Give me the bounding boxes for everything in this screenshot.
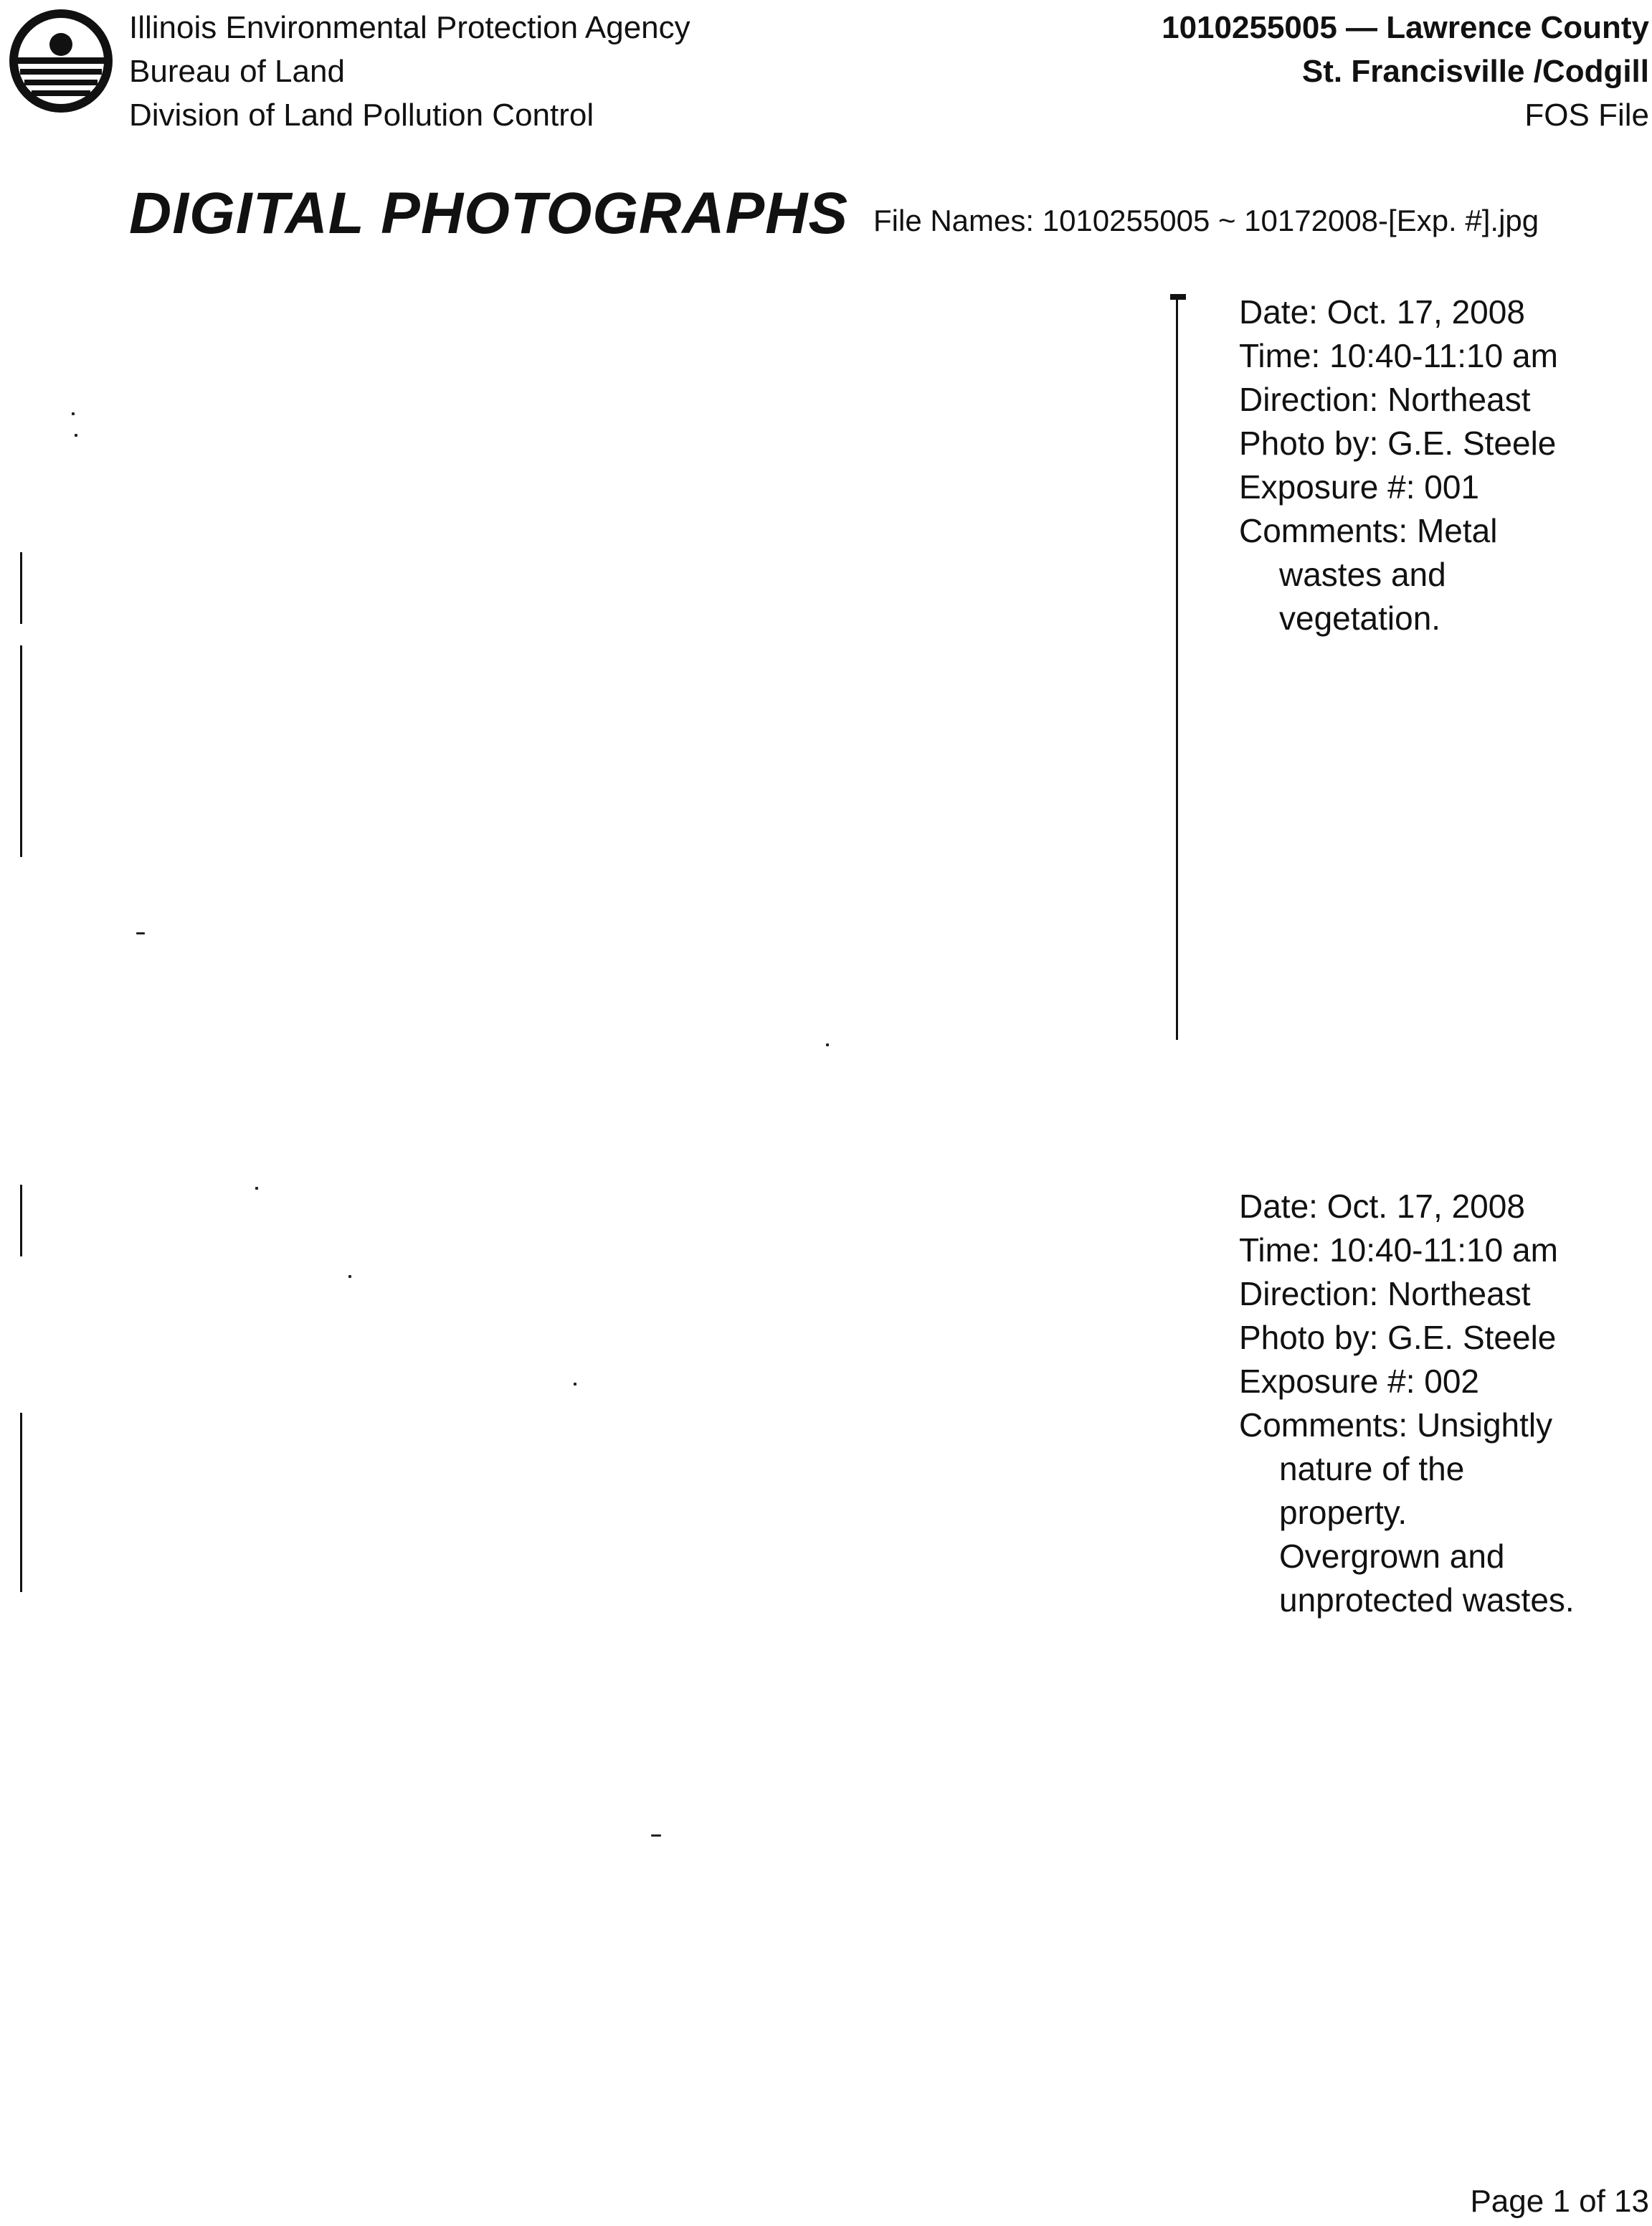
scan-speck — [255, 1187, 258, 1190]
photo-2-photographer: Photo by: G.E. Steele — [1239, 1319, 1557, 1356]
division-name: Division of Land Pollution Control — [129, 98, 594, 133]
photo-2-comments: Comments: Unsightly — [1239, 1406, 1553, 1444]
photo-1-time: Time: 10:40-11:10 am — [1239, 337, 1558, 374]
photo-2-caption — [1239, 1185, 1575, 1622]
photo-1-left-edge-upper — [20, 552, 22, 624]
agency-name: Illinois Environmental Protection Agency — [129, 10, 690, 45]
scan-speck — [651, 1834, 661, 1837]
scan-speck — [75, 434, 77, 437]
scan-speck — [826, 1043, 829, 1046]
photo-2 — [14, 1162, 1183, 1922]
photo-2-exposure: Exposure #: 002 — [1239, 1363, 1480, 1400]
site-id-county: 1010255005 — Lawrence County — [1162, 10, 1649, 45]
photo-1-photographer: Photo by: G.E. Steele — [1239, 425, 1557, 462]
photo-1-direction: Direction: Northeast — [1239, 381, 1531, 418]
agency-block — [129, 6, 690, 137]
file-names: File Names: 1010255005 ~ 10172008-[Exp. #].jpg — [873, 204, 1539, 237]
photo-2-left-edge-lower — [20, 1413, 22, 1592]
photo-2-comments-line: Overgrown and — [1279, 1538, 1505, 1575]
bureau-name: Bureau of Land — [129, 54, 345, 89]
photo-2-comments-line: nature of the — [1279, 1450, 1465, 1487]
photo-2-left-edge-upper — [20, 1185, 22, 1256]
scan-speck — [136, 932, 145, 934]
photo-1-comments: Comments: Metal — [1239, 512, 1498, 549]
photo-2-comments-line: property. — [1279, 1494, 1407, 1531]
photo-1-right-edge — [1176, 294, 1178, 1040]
site-block — [1162, 6, 1649, 137]
illinois-epa-logo-icon — [7, 7, 115, 115]
document-title: DIGITAL PHOTOGRAPHS — [129, 181, 849, 246]
photo-1-comments-line: wastes and — [1279, 556, 1446, 593]
file-type: FOS File — [1524, 98, 1649, 133]
photo-2-date: Date: Oct. 17, 2008 — [1239, 1188, 1525, 1225]
site-location: St. Francisville /Codgill — [1301, 54, 1649, 89]
scan-speck — [574, 1383, 576, 1386]
scan-speck — [348, 1275, 351, 1278]
photo-2-direction: Direction: Northeast — [1239, 1275, 1531, 1312]
scan-speck — [72, 412, 75, 415]
photo-1-corner-mark — [1170, 294, 1186, 300]
page-number: Page 1 of 13 — [1470, 2184, 1649, 2219]
photo-2-time: Time: 10:40-11:10 am — [1239, 1231, 1558, 1269]
photo-1-left-edge-lower — [20, 645, 22, 857]
photo-1-exposure: Exposure #: 001 — [1239, 468, 1480, 506]
photo-1-caption — [1239, 290, 1558, 640]
photo-2-comments-line: unprotected wastes. — [1279, 1581, 1575, 1619]
photo-1-comments-line: vegetation. — [1279, 600, 1441, 637]
photo-1-date: Date: Oct. 17, 2008 — [1239, 293, 1525, 331]
photo-1 — [14, 283, 1183, 1043]
